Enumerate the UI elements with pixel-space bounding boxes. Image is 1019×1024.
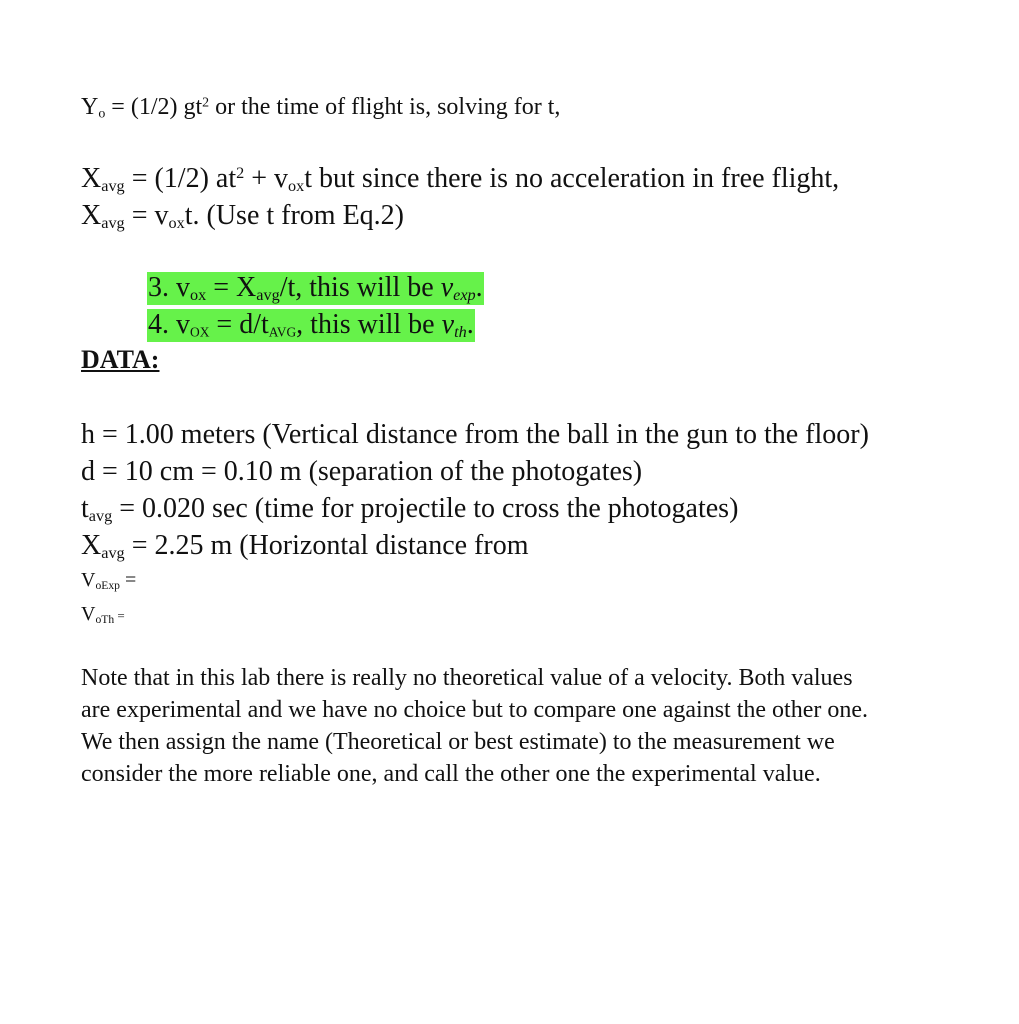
data-distance: d = 10 cm = 0.10 m (separation of the photogates) xyxy=(81,456,643,487)
note-line: Note that in this lab there is really no theoretical value of a velocity. Both values xyxy=(81,665,853,691)
item-text: /t, this will be xyxy=(279,272,441,303)
item-italic: v xyxy=(440,272,454,303)
item-text: = X xyxy=(206,272,257,303)
equation-xavg-simple xyxy=(81,200,405,233)
item-italic-subscript: exp xyxy=(453,286,476,305)
note-line: consider the more reliable one, and call the other one the experimental value. xyxy=(81,761,821,787)
eq-superscript: 2 xyxy=(202,95,210,111)
eq-tail: t but since there is no acceleration in free flight, xyxy=(304,163,840,194)
item-italic-subscript: th xyxy=(454,323,467,342)
item-text: 4. v xyxy=(148,309,190,340)
data-var: X xyxy=(81,530,102,561)
eq-subscript: avg xyxy=(101,177,125,196)
equation-y0 xyxy=(81,94,561,122)
data-subscript: avg xyxy=(88,507,113,526)
data-subscript: oExp xyxy=(95,578,120,592)
item-text: . xyxy=(475,272,483,303)
data-text: = xyxy=(119,569,137,591)
item-text: 3. v xyxy=(148,272,190,303)
eq-tail: t. (Use t from Eq.2) xyxy=(184,200,405,231)
eq-var: X xyxy=(81,200,102,231)
item-subscript: AVG xyxy=(268,324,297,340)
item-text: , this will be xyxy=(296,309,442,340)
data-v-th xyxy=(81,604,125,624)
note-line: We then assign the name (Theoretical or best estimate) to the measurement we xyxy=(81,729,835,755)
item-italic: v xyxy=(441,309,455,340)
data-text: = xyxy=(114,608,125,623)
item-subscript: avg xyxy=(256,286,280,305)
data-var: V xyxy=(81,569,96,591)
data-horizontal-distance xyxy=(81,530,529,563)
data-height: h = 1.00 meters (Vertical distance from the ball in the gun to the floor) xyxy=(81,419,869,450)
data-time xyxy=(81,493,739,526)
data-heading: DATA: xyxy=(81,345,160,374)
eq-text: = (1/2) at xyxy=(124,163,237,194)
eq-var: X xyxy=(81,163,102,194)
eq-superscript: 2 xyxy=(236,164,245,183)
item-subscript: OX xyxy=(190,324,210,340)
note-paragraph xyxy=(81,662,951,790)
highlighted-text xyxy=(147,272,484,305)
eq-var: Y xyxy=(81,94,99,120)
eq-tail: or the time of flight is, solving for t, xyxy=(209,94,561,120)
eq-subscript: o xyxy=(98,106,106,122)
item-text: . xyxy=(466,309,474,340)
eq-subscript: avg xyxy=(101,214,125,233)
data-v-exp xyxy=(81,570,136,590)
highlighted-text xyxy=(147,309,475,342)
eq-subscript: ox xyxy=(288,177,305,196)
data-var: t xyxy=(81,493,89,524)
data-text: = 0.020 sec (time for projectile to cross the photogates) xyxy=(112,493,739,524)
data-subscript: avg xyxy=(101,544,125,563)
item-text: = d/t xyxy=(209,309,269,340)
note-line: are experimental and we have no choice but to compare one against the other one. xyxy=(81,697,869,723)
data-text: = 2.25 m (Horizontal distance from xyxy=(124,530,529,561)
eq-text: = (1/2) gt xyxy=(105,94,203,120)
item-subscript: ox xyxy=(190,286,207,305)
eq-text: + v xyxy=(244,163,289,194)
list-item-3 xyxy=(147,272,484,305)
data-subscript: oTh xyxy=(95,612,115,626)
eq-subscript: ox xyxy=(168,214,185,233)
eq-text: = v xyxy=(124,200,169,231)
equation-xavg-full xyxy=(81,163,840,196)
data-var: V xyxy=(81,603,96,625)
list-item-4 xyxy=(147,309,475,342)
